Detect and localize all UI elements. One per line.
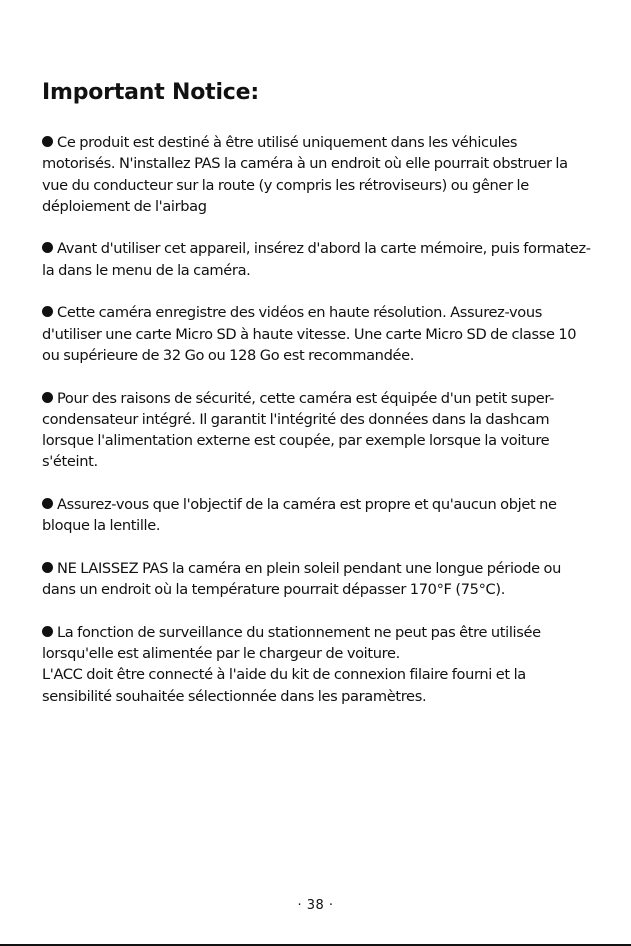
notice-text: Cette caméra enregistre des vidéos en haute résolution. Assurez-vous d'utiliser une carte Micro SD à haute vitesse. Une carte Micro SD de classe 10 ou supérieure de 32 Go ou 128 Go est recommandée. (42, 304, 577, 364)
notice-item (42, 494, 594, 537)
bullet-icon (42, 306, 53, 317)
bullet-icon (42, 562, 53, 573)
bullet-icon (42, 626, 53, 637)
bullet-icon (42, 392, 53, 403)
page-number: · 38 · (297, 898, 334, 913)
bullet-icon (42, 136, 53, 147)
page-title: Important Notice: (42, 80, 259, 105)
bullet-icon (42, 242, 53, 253)
bullet-icon (42, 498, 53, 509)
notice-text: Assurez-vous que l'objectif de la caméra est propre et qu'aucun objet ne bloque la lentille. (42, 496, 557, 535)
notice-list (42, 132, 594, 728)
notice-text: La fonction de surveillance du stationnement ne peut pas être utilisée lorsqu'elle est alimentée par le chargeur de voiture. L'ACC doit être connecté à l'aide du kit de connexion filaire fourni et la sensibilité souhaitée sélectionnée dans les paramètres. (42, 623, 541, 705)
notice-item (42, 558, 594, 601)
notice-item (42, 622, 594, 707)
notice-item (42, 302, 594, 366)
notice-text: NE LAISSEZ PAS la caméra en plein soleil pendant une longue période ou dans un endroit où la température pourrait dépasser 170°F (75°C). (42, 559, 562, 599)
notice-item (42, 132, 594, 217)
notice-text: Pour des raisons de sécurité, cette caméra est équipée d'un petit super-condensateur intégré. Il garantit l'intégrité des données dans la dashcam lorsque l'alimentation externe est coupée, par exemple lorsque la voiture s'éteint. (42, 389, 555, 471)
notice-text: Ce produit est destiné à être utilisé uniquement dans les véhicules motorisés. N'installez PAS la caméra à un endroit où elle pourrait obstruer la vue du conducteur sur la route (y compris les rétroviseurs) ou gêner le déploiement de l'airbag (42, 134, 568, 215)
notice-text: Avant d'utiliser cet appareil, insérez d'abord la carte mémoire, puis formatez-la dans le menu de la caméra. (42, 240, 591, 279)
notice-item (42, 388, 594, 473)
notice-item (42, 238, 594, 281)
